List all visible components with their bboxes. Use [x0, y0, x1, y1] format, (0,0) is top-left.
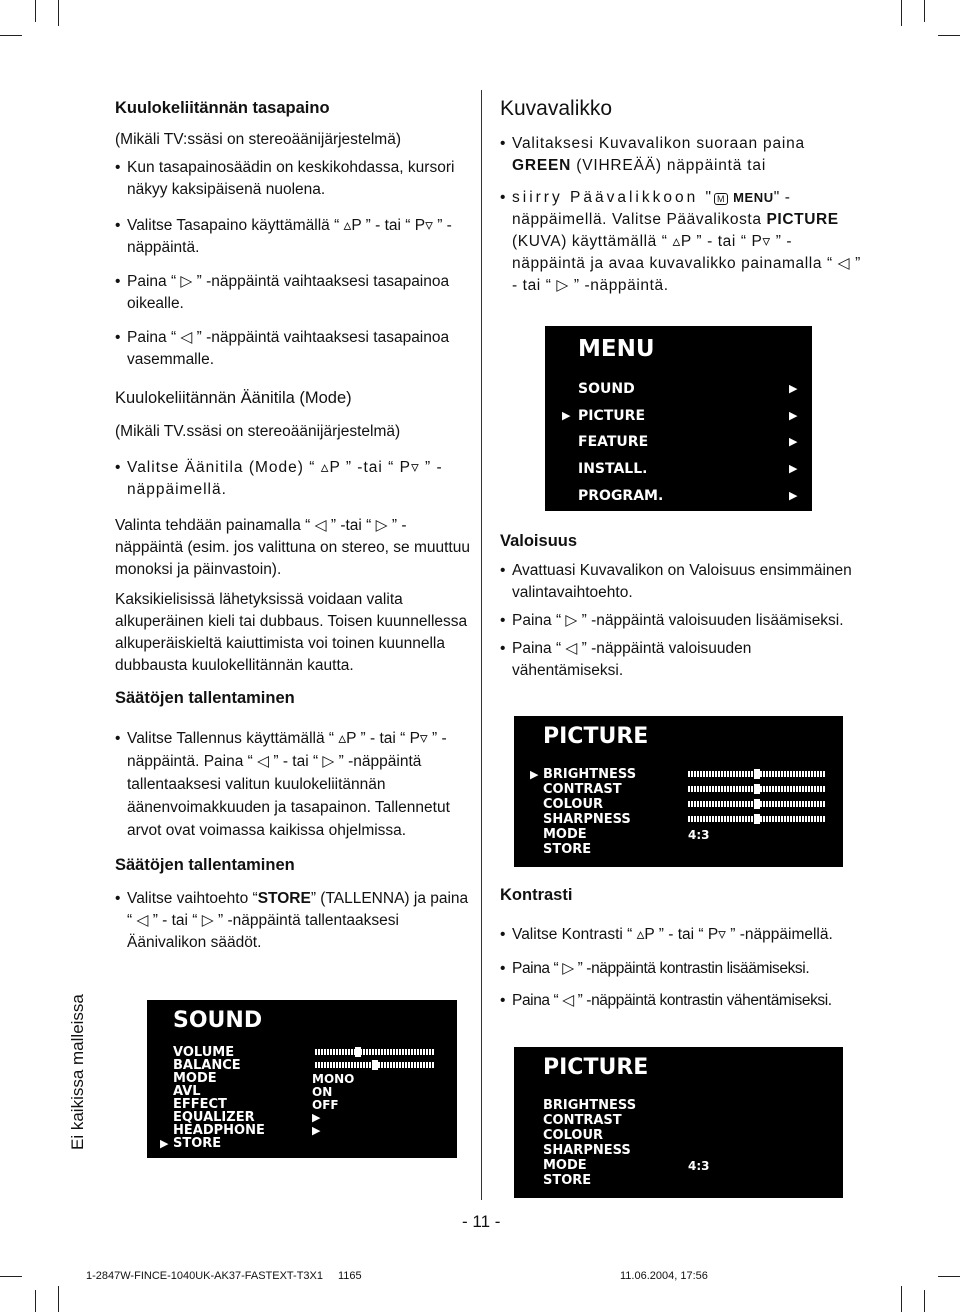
- menu-item: BALANCE: [173, 1058, 241, 1073]
- list-item: • Paina “ ◁ ” -näppäintä vaihtaaksesi tasapainoa vasemmalle.: [115, 327, 471, 371]
- picture-keyword: PICTURE: [766, 211, 839, 228]
- cursor-icon: ▶: [562, 409, 571, 422]
- valoisuus-section: [500, 530, 862, 682]
- volume-slider: [315, 1049, 435, 1055]
- menu-item: EQUALIZER: [173, 1110, 255, 1125]
- page-title: Kuvavalikko: [500, 97, 613, 120]
- cursor-icon: ▶: [160, 1137, 169, 1150]
- crop-mark: [58, 1286, 59, 1312]
- slider-knob: [372, 1060, 378, 1070]
- brightness-slider: [688, 771, 826, 777]
- sound-menu-screenshot: [147, 1000, 457, 1158]
- crop-mark: [901, 1286, 902, 1312]
- column-divider: [481, 90, 482, 1200]
- menu-item: BRIGHTNESS: [543, 767, 637, 782]
- menu-item: INSTALL.: [578, 461, 648, 477]
- section-title: Valoisuus: [500, 532, 578, 550]
- list-item: • Valitse Kontrasti “ ▵P ” - tai “ P▿ ” -näppäimellä.: [500, 924, 862, 946]
- slider-knob: [754, 799, 760, 809]
- mode-value: 4:3: [688, 1159, 710, 1173]
- menu-item: COLOUR: [543, 797, 604, 812]
- list-item: • Kun tasapainosäädin on keskikohdassa, kursori näkyy kaksipäisenä nuolena.: [115, 157, 471, 201]
- list-item: • Paina “ ◁ ” -näppäintä valoisuuden vähentämiseksi.: [500, 638, 862, 682]
- menu-item: SOUND: [578, 381, 635, 397]
- kontrasti-section: [500, 884, 862, 1012]
- text: Valitaksesi Kuvavalikon suoraan paina: [512, 135, 805, 152]
- list-item: • Paina “ ▷ ” -näppäintä valoisuuden lisäämiseksi.: [500, 610, 862, 632]
- menu-keyword: MENU: [733, 190, 774, 205]
- effect-value: OFF: [312, 1098, 339, 1112]
- crop-mark: [35, 0, 36, 22]
- footer-date: 11.06.2004, 17:56: [620, 1270, 708, 1282]
- side-label: Ei kaikissa malleissa: [68, 994, 87, 1150]
- cursor-icon: ▶: [530, 768, 539, 781]
- menu-item: CONTRAST: [543, 1113, 622, 1128]
- list-item: • Avattuasi Kuvavalikon on Valoisuus ensimmäinen valintavaihtoehto.: [500, 560, 862, 604]
- crop-mark: [0, 35, 22, 36]
- submenu-arrow-icon: ▶: [789, 382, 798, 395]
- menu-title: SOUND: [173, 1008, 263, 1033]
- main-menu-screenshot: [545, 326, 812, 511]
- menu-item: MODE: [173, 1071, 217, 1086]
- paragraph: Valinta tehdään painamalla “ ◁ ” -tai “ ▷ ” - näppäintä (esim. jos valittuna on stereo, se muuttuu monoksi ja päinvastoin).: [115, 517, 470, 578]
- page-ref: 11: [338, 1270, 350, 1282]
- page-number: - 11 -: [462, 1212, 501, 1231]
- text: (KUVA) käyttämällä “ ▵P ” - tai “ P▿ ” -näppäintä ja avaa kuvavalikko painamalla “ ◁ ” - tai “ ▷ ” -näppäintä.: [512, 233, 861, 294]
- mode-value: MONO: [312, 1072, 355, 1086]
- colour-slider: [688, 801, 826, 807]
- menu-item: VOLUME: [173, 1045, 235, 1060]
- menu-title: PICTURE: [543, 724, 649, 749]
- text: " - näppäimellä. Valitse Päävalikosta: [512, 189, 791, 228]
- slider-knob: [754, 769, 760, 779]
- menu-item: EFFECT: [173, 1097, 227, 1112]
- list-item: • Paina “ ▷ ” -näppäintä vaihtaaksesi tasapainoa oikealle.: [115, 271, 471, 315]
- crop-mark: [0, 1276, 22, 1277]
- section-title: Säätöjen tallentaminen: [115, 856, 295, 874]
- left-column: [115, 95, 471, 954]
- text: Valitse vaihtoehto “: [127, 890, 258, 907]
- menu-item: SHARPNESS: [543, 812, 631, 827]
- slider-knob: [754, 814, 760, 824]
- menu-item: STORE: [543, 1173, 592, 1188]
- menu-item: MODE: [543, 1158, 587, 1173]
- menu-item: STORE: [543, 842, 592, 857]
- balance-slider: [315, 1062, 435, 1068]
- right-column: [500, 95, 862, 297]
- menu-item: MODE: [543, 827, 587, 842]
- submenu-arrow-icon: ▶: [789, 462, 798, 475]
- green-keyword: GREEN: [512, 157, 572, 174]
- mode-value: 4:3: [688, 828, 710, 842]
- text: (VIHREÄÄ) näppäintä tai: [576, 157, 767, 174]
- text: siirry Päävalikkoon ": [512, 189, 715, 206]
- submenu-arrow-icon: ▶: [789, 435, 798, 448]
- list-item: • Valitse Äänitila (Mode) “ ▵P ” -tai “ P▿ ” - näppäimellä.: [115, 457, 471, 501]
- list-item: [500, 133, 862, 177]
- note: (Mikäli TV.ssäsi on stereoäänijärjestelmä): [115, 423, 401, 440]
- slider-knob: [754, 784, 760, 794]
- menu-item: BRIGHTNESS: [543, 1098, 637, 1113]
- submenu-arrow-icon: ▶: [312, 1111, 321, 1124]
- crop-mark: [901, 0, 902, 26]
- submenu-arrow-icon: ▶: [789, 409, 798, 422]
- list-item: • Paina “ ▷ ” -näppäintä kontrastin lisäämiseksi.: [500, 958, 862, 980]
- menu-item: HEADPHONE: [173, 1123, 265, 1138]
- list-item: • Valitse Tasapaino käyttämällä “ ▵P ” - tai “ P▿ ” - näppäintä.: [115, 215, 471, 259]
- crop-mark: [938, 35, 960, 36]
- sharpness-slider: [688, 816, 826, 822]
- list-item: • Valitse Tallennus käyttämällä “ ▵P ” - tai “ P▿ ” - näppäintä. Paina “ ◁ ” - tai “ ▷ ” -näppäintä tallentaaksesi valitun kuulokeliitännän äänenvoimakkuuden ja tasapainon. Tallennetut arvot ovat voimassa kaikissa ohjelmissa.: [115, 727, 471, 842]
- menu-item: CONTRAST: [543, 782, 622, 797]
- section-title: Kuulokeliitännän tasapaino: [115, 99, 330, 117]
- list-item: • Paina “ ◁ ” -näppäintä kontrastin vähentämiseksi.: [500, 990, 862, 1012]
- footer-page-ref: [338, 1270, 362, 1282]
- submenu-arrow-icon: ▶: [789, 489, 798, 502]
- picture-menu-screenshot-2: [514, 1047, 843, 1198]
- crop-mark: [924, 1290, 925, 1312]
- menu-key-icon: M: [714, 193, 728, 205]
- paragraph: Kaksikielisissä lähetyksissä voidaan valita alkuperäinen kieli tai dubbaus. Toisen kuunnellessa alkuperäiskieltä kaiuttimista voi toinen kuunnella dubbausta kuulokellitännän kautta.: [115, 591, 468, 674]
- slider-knob: [355, 1047, 361, 1057]
- menu-item: FEATURE: [578, 434, 649, 450]
- note: (Mikäli TV:ssäsi on stereoäänijärjestelmä): [115, 131, 401, 148]
- section-title: Säätöjen tallentaminen: [115, 689, 295, 707]
- crop-mark: [924, 0, 925, 22]
- text: ” (TALLENNA) ja paina “ ◁ ” - tai “ ▷ ” -näppäintä tallentaaksesi Äänivalikon säädöt.: [127, 890, 469, 951]
- menu-item: PICTURE: [578, 408, 646, 424]
- menu-item: AVL: [173, 1084, 201, 1099]
- picture-menu-screenshot: [514, 716, 843, 867]
- page-ref-2: 65: [349, 1270, 362, 1282]
- crop-mark: [58, 0, 59, 26]
- crop-mark: [35, 1290, 36, 1312]
- menu-item: STORE: [173, 1136, 222, 1151]
- contrast-slider: [688, 786, 826, 792]
- section-title: Kontrasti: [500, 886, 573, 904]
- section-title: Kuulokeliitännän Äänitila (Mode): [115, 389, 352, 407]
- menu-item: COLOUR: [543, 1128, 604, 1143]
- menu-item: SHARPNESS: [543, 1143, 631, 1158]
- menu-title: PICTURE: [543, 1055, 649, 1080]
- list-item: [500, 187, 862, 297]
- store-keyword: STORE: [257, 890, 311, 907]
- crop-mark: [938, 1276, 960, 1277]
- list-item: [115, 888, 471, 954]
- footer-file-name: 1-2847W-FINCE-1040UK-AK37-FASTEXT-T3X1: [86, 1270, 323, 1282]
- menu-item: PROGRAM.: [578, 488, 664, 504]
- avl-value: ON: [312, 1085, 333, 1099]
- submenu-arrow-icon: ▶: [312, 1124, 321, 1137]
- menu-title: MENU: [578, 336, 655, 362]
